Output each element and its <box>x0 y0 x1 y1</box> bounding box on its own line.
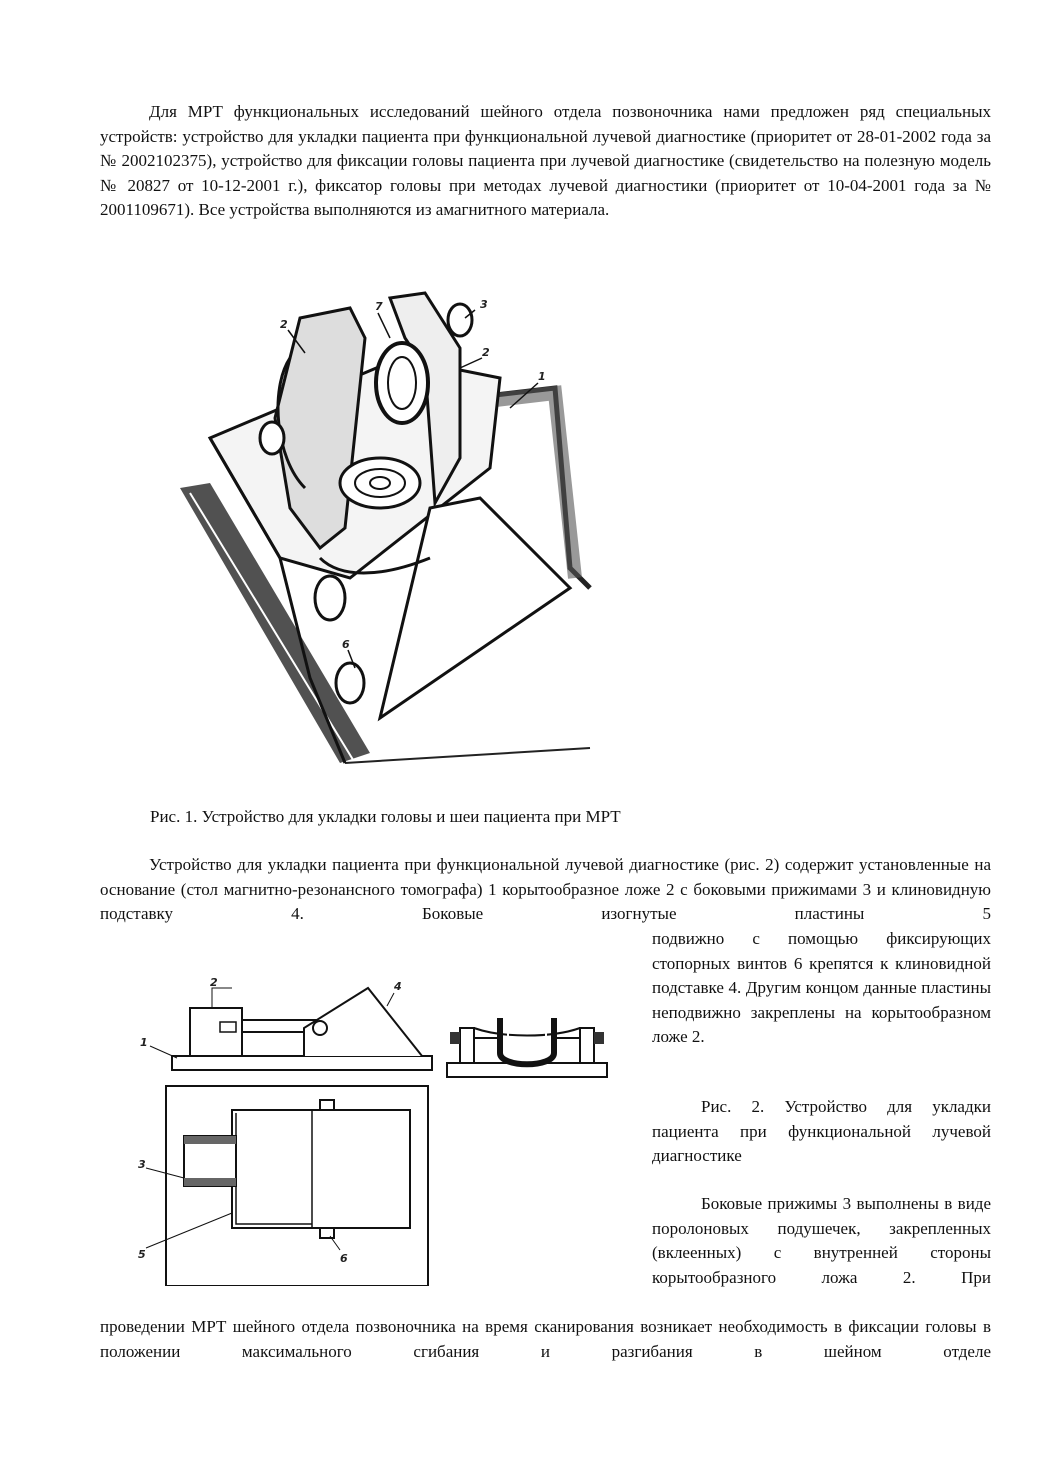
device-description-paragraph: Устройство для укладки пациента при функциональной лучевой диагностике (рис. 2) содержит установленные на основание (стол магнитно-резонансного томографа) 1 корытообразное ложе 2 с боковыми прижимами 3 и клиновидную подставку 4. Боковые изогнутые пластины 5 <box>100 855 991 923</box>
fig2-label-2: 2 <box>210 976 218 989</box>
fig1-label-1: 1 <box>538 370 546 383</box>
figure-2-drawing <box>132 968 612 1286</box>
fig1-label-7: 7 <box>375 300 383 313</box>
fig2-label-5: 5 <box>138 1248 146 1261</box>
fig1-label-3: 3 <box>480 298 488 311</box>
intro-paragraph: Для МРТ функциональных исследований шейного отдела позвоночника нами предложен ряд специальных устройств: устройство для укладки пациента при функциональной лучевой диагностике (приоритет от 28-01-2002 года за № 2002102375), устройство для фиксации головы пациента при лучевой диагностике (свидетельство на полезную модель № 20827 от 10-12-2001 г.), фиксатор головы при методах лучевой диагностики (приоритет от 10-04-2001 года за № 2001109671). Все устройства выполняются из амагнитного материала. <box>100 102 991 219</box>
figure-1-caption: Рис. 1. Устройство для укладки головы и шеи пациента при МРТ <box>150 807 621 826</box>
fig1-label-6: 6 <box>342 638 350 651</box>
fig2-label-4: 4 <box>394 980 402 993</box>
fig2-label-6: 6 <box>340 1252 348 1265</box>
device-description-continued: подвижно с помощью фиксирующих стопорных винтов 6 крепятся к клиновидной подставке 4. Другим концом данные пластины неподвижно закреплены на корытообразном ложе 2. <box>652 929 991 1046</box>
fig1-label-2b: 2 <box>482 346 490 359</box>
figure-1-drawing <box>170 258 600 778</box>
figure-2-caption: Рис. 2. Устройство для укладки пациента при функциональной лучевой диагностике <box>652 1097 991 1165</box>
clamps-paragraph-continued: проведении МРТ шейного отдела позвоночника на время сканирования возникает необходимость в фиксации головы в положении максимального сгибания и разгибания в шейном отделе <box>100 1317 991 1361</box>
fig2-label-3: 3 <box>138 1158 146 1171</box>
clamps-paragraph: Боковые прижимы 3 выполнены в виде поролоновых подушечек, закрепленных (вклеенных) с внутренней стороны корытообразного ложа 2. При <box>652 1194 991 1287</box>
fig2-label-1: 1 <box>140 1036 148 1049</box>
fig1-label-2a: 2 <box>280 318 288 331</box>
